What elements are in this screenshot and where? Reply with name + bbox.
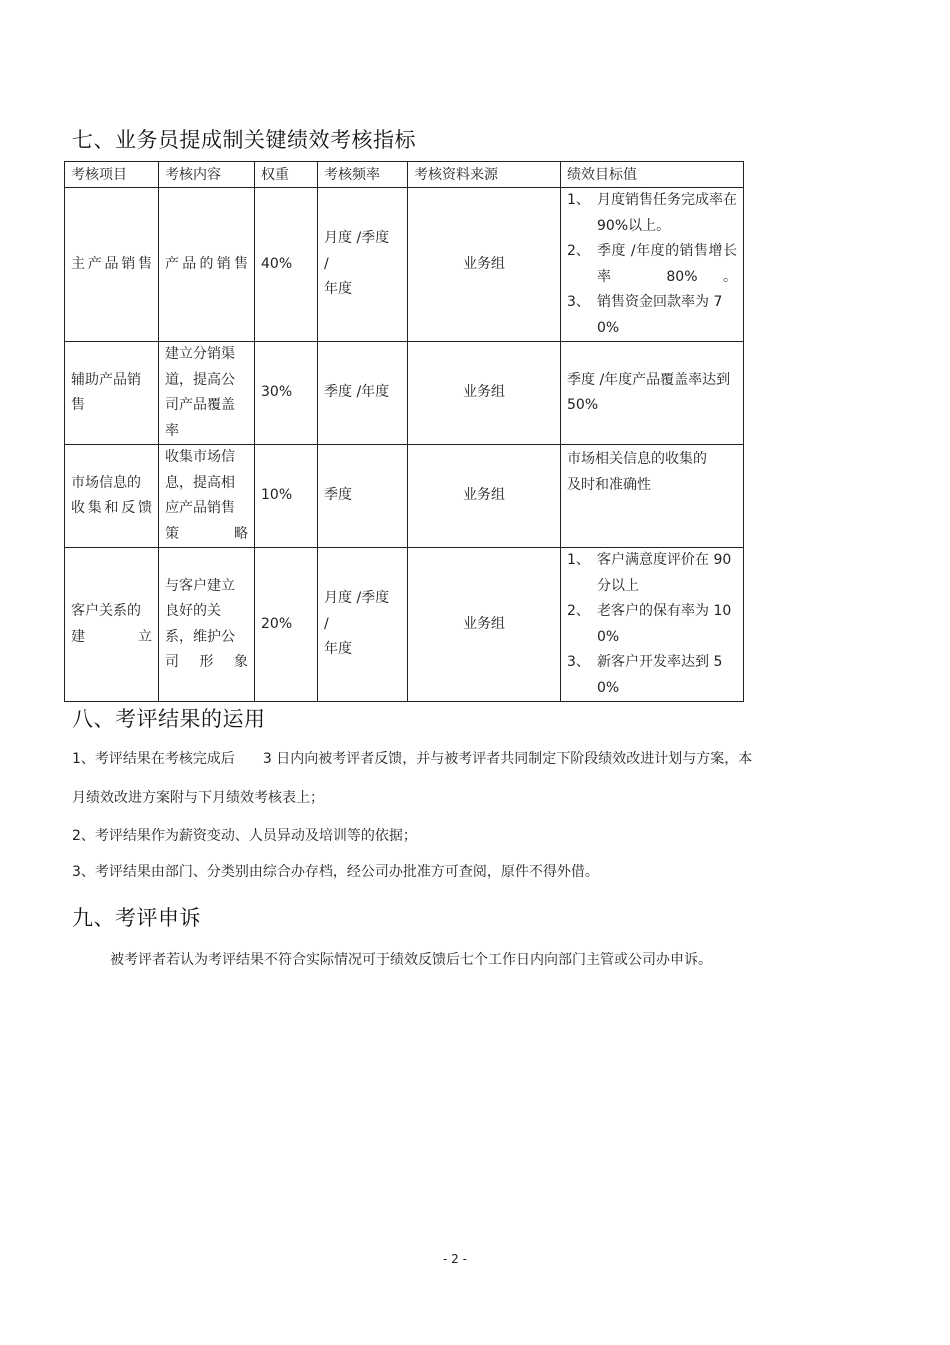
list-text: 季度 /年度的销售增长率 80%。: [597, 243, 737, 285]
cell-frequency: 季度: [318, 445, 408, 548]
cell-source: 业务组: [408, 445, 561, 548]
list-item: [567, 650, 737, 701]
list-text: 新客户开发率达到 50%: [597, 654, 723, 696]
cell-target: 季度 /年度产品覆盖率达到 50%: [561, 342, 744, 445]
header-item: 考核项目: [65, 162, 159, 188]
cell-weight: 10%: [255, 445, 318, 548]
cell-frequency: 季度 /年度: [318, 342, 408, 445]
list-text: 客户满意度评价在 90 分以上: [597, 552, 732, 594]
section9-paragraph: 被考评者若认为考评结果不符合实际情况可于绩效反馈后七个工作日内向部门主管或公司办申诉。: [110, 952, 712, 968]
list-text: 月度销售任务完成率在 90%以上。: [597, 192, 737, 234]
cell-weight: 30%: [255, 342, 318, 445]
cell-content: 建立分销渠道，提高公司产品覆盖率: [159, 342, 255, 445]
cell-content: 收集市场信息，提高相应产品销售策略: [159, 445, 255, 548]
page-number: - 2 -: [443, 1252, 467, 1266]
list-text: 老客户的保有率为 100%: [597, 603, 732, 645]
cell-frequency: 月度 /季度 / 年度: [318, 548, 408, 702]
header-source: 考核资料来源: [408, 162, 561, 188]
cell-target: [561, 548, 744, 702]
cell-source: 业务组: [408, 548, 561, 702]
list-number: 1、: [567, 192, 590, 208]
header-weight: 权重: [255, 162, 318, 188]
target-list: [567, 188, 737, 341]
section8-paragraph-3: 3、考评结果由部门、分类别由综合办存档，经公司办批准方可查阅，原件不得外借。: [72, 864, 599, 880]
section8-paragraph-1-line-2: 月绩效改进方案附与下月绩效考核表上；: [72, 790, 324, 806]
list-item: [567, 548, 737, 599]
list-item: [567, 290, 737, 341]
header-content: 考核内容: [159, 162, 255, 188]
list-number: 1、: [567, 552, 590, 568]
cell-content: 与客户建立良好的关系，维护公司形象: [159, 548, 255, 702]
target-list: [567, 548, 737, 701]
list-number: 3、: [567, 654, 590, 670]
section8-title: 八、考评结果的运用: [72, 707, 266, 731]
cell-weight: 20%: [255, 548, 318, 702]
kpi-table: [64, 161, 744, 702]
table-row: [65, 188, 744, 342]
cell-source: 业务组: [408, 342, 561, 445]
list-item: [567, 239, 737, 290]
table-row: [65, 342, 744, 445]
cell-target: 市场相关信息的收集的及时和准确性: [561, 445, 744, 548]
section7-title: 七、业务员提成制关键绩效考核指标: [72, 128, 416, 152]
cell-content: 产品的销售: [159, 188, 255, 342]
list-text: 销售资金回款率为 70%: [597, 294, 723, 336]
cell-item: 辅助产品销售: [65, 342, 159, 445]
list-item: [567, 188, 737, 239]
header-target: 绩效目标值: [561, 162, 744, 188]
table-header-row: [65, 162, 744, 188]
section9-title: 九、考评申诉: [72, 906, 201, 930]
list-item: [567, 599, 737, 650]
list-number: 2、: [567, 243, 590, 259]
list-number: 3、: [567, 294, 590, 310]
cell-frequency: 月度 /季度 / 年度: [318, 188, 408, 342]
cell-source: 业务组: [408, 188, 561, 342]
cell-item: 客户关系的建立: [65, 548, 159, 702]
section8-paragraph-2: 2、考评结果作为薪资变动、人员异动及培训等的依据；: [72, 828, 417, 844]
header-frequency: 考核频率: [318, 162, 408, 188]
list-number: 2、: [567, 603, 590, 619]
cell-item: 市场信息的收集和反馈: [65, 445, 159, 548]
cell-weight: 40%: [255, 188, 318, 342]
cell-target: [561, 188, 744, 342]
table-row: [65, 445, 744, 548]
section8-paragraph-1-line-1: 1、考评结果在考核完成后 3 日内向被考评者反馈，并与被考评者共同制定下阶段绩效改进计划与方案，本: [72, 751, 753, 767]
table-row: [65, 548, 744, 702]
cell-item: 主产品销售: [65, 188, 159, 342]
